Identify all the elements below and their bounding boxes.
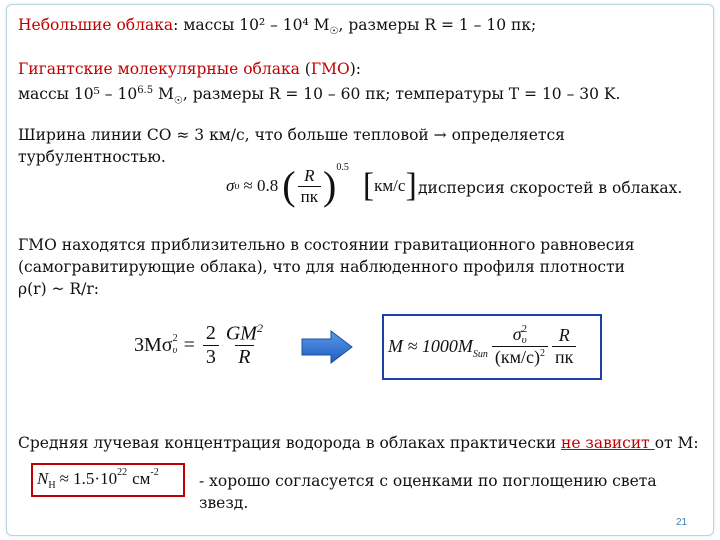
hydrogen-text: Средняя лучевая концентрация водорода в облаках практически	[18, 434, 561, 452]
f2-frac2	[223, 321, 266, 370]
f3-frac2	[552, 325, 576, 368]
dispersion-caption: дисперсия скоростей в облаках.	[418, 179, 683, 197]
hydrogen-text-2: от M:	[654, 434, 699, 452]
mass-estimate-formula	[388, 318, 578, 374]
f2-sub: υ	[172, 345, 178, 356]
f2-frac1-den: 3	[203, 345, 219, 369]
f4-approx: ≈ 1.5·10	[59, 469, 118, 488]
f3-frac1-den: $(км/с)^2$	[492, 346, 548, 368]
f3-frac1	[492, 324, 548, 369]
velocity-dispersion-formula	[226, 160, 417, 212]
f4-lhs: N	[37, 469, 49, 488]
gmc-mass-exp: 6.5	[137, 85, 154, 96]
small-clouds-text: : массы 10² – 10⁴ M	[173, 16, 330, 34]
f2-sup: 2	[172, 333, 178, 344]
width-line-1: Ширина линии CO ≈ 3 км/с, что больше тепловой → определяется	[18, 126, 565, 144]
right-arrow-icon	[301, 330, 353, 364]
sun-symbol-2: ☉	[173, 95, 183, 107]
hydrogen-tail-2: звезд.	[199, 494, 249, 512]
f1-exp: 0.5	[336, 162, 349, 173]
f1-fraction	[298, 166, 321, 207]
f3-sub: Sun	[472, 349, 488, 360]
gmc-mass-unit: M	[153, 85, 174, 104]
f1-paren-right: )	[322, 163, 337, 208]
f1-num: R	[304, 165, 315, 185]
gmc-title	[18, 58, 361, 80]
equilibrium-line-2: (самогравитирующие облака), что для наблюденного профиля плотности	[18, 258, 626, 276]
page-number: 21	[676, 517, 688, 528]
f1-bracket-left: [	[362, 167, 375, 204]
small-clouds-title: Небольшие облака	[18, 16, 174, 34]
f2-lhs: 3Mσ	[134, 333, 173, 356]
virial-formula	[134, 320, 268, 370]
f2-eq: =	[183, 333, 195, 356]
f3-frac2-num: R	[558, 324, 570, 345]
f1-bracket-right: ]	[405, 167, 417, 204]
f4-sub: H	[48, 480, 56, 491]
f1-unit: км/с	[374, 176, 406, 195]
f1-sub: υ	[234, 180, 240, 192]
equilibrium-line-1: ГМО находятся приблизительно в состоянии гравитационного равновесия	[18, 236, 635, 254]
f1-approx: ≈ 0.8	[243, 176, 279, 195]
f3-frac2-den: пк	[552, 346, 576, 368]
f4-unit-exp: -2	[150, 467, 159, 478]
f1-paren-left: (	[282, 163, 296, 208]
f4-unit: см	[132, 469, 151, 488]
gmc-sizes: , размеры R = 10 – 60 пк; температуры T = 10 – 30 K.	[182, 85, 621, 104]
hydrogen-underlined: не зависит	[560, 434, 655, 452]
gmc-mass: массы 10⁵ – 10	[18, 85, 138, 104]
column-density-formula	[37, 467, 159, 491]
gmc-paren-close: ):	[349, 60, 361, 78]
gmc-title-red: Гигантские молекулярные облака	[18, 60, 300, 78]
f2-frac1	[203, 322, 219, 369]
f3-frac1-num: σ 2 υ	[512, 323, 528, 347]
gmc-paren-open: (	[299, 60, 311, 78]
f3-lhs: M ≈ 1000M	[388, 335, 473, 356]
small-clouds-line	[18, 14, 536, 43]
f2-frac2-den: R	[235, 345, 253, 369]
small-clouds-text-2: , размеры R = 1 – 10 пк;	[338, 16, 537, 34]
f2-frac2-num: $GM^2$	[225, 320, 263, 345]
width-line-2: турбулентностью.	[18, 148, 166, 166]
sun-symbol: ☉	[329, 26, 339, 38]
f4-exp: 22	[117, 467, 128, 478]
hydrogen-line	[18, 432, 699, 454]
f2-frac1-num: 2	[205, 321, 216, 344]
f1-sigma: σ	[226, 176, 235, 195]
gmc-params	[18, 80, 620, 112]
equilibrium-line-3: ρ(r) ~ R/r:	[18, 280, 99, 298]
gmc-abbr: ГМО	[310, 60, 350, 78]
f1-den: пк	[298, 186, 321, 207]
hydrogen-tail-1: - хорошо согласуется с оценками по поглощению света	[199, 472, 657, 490]
